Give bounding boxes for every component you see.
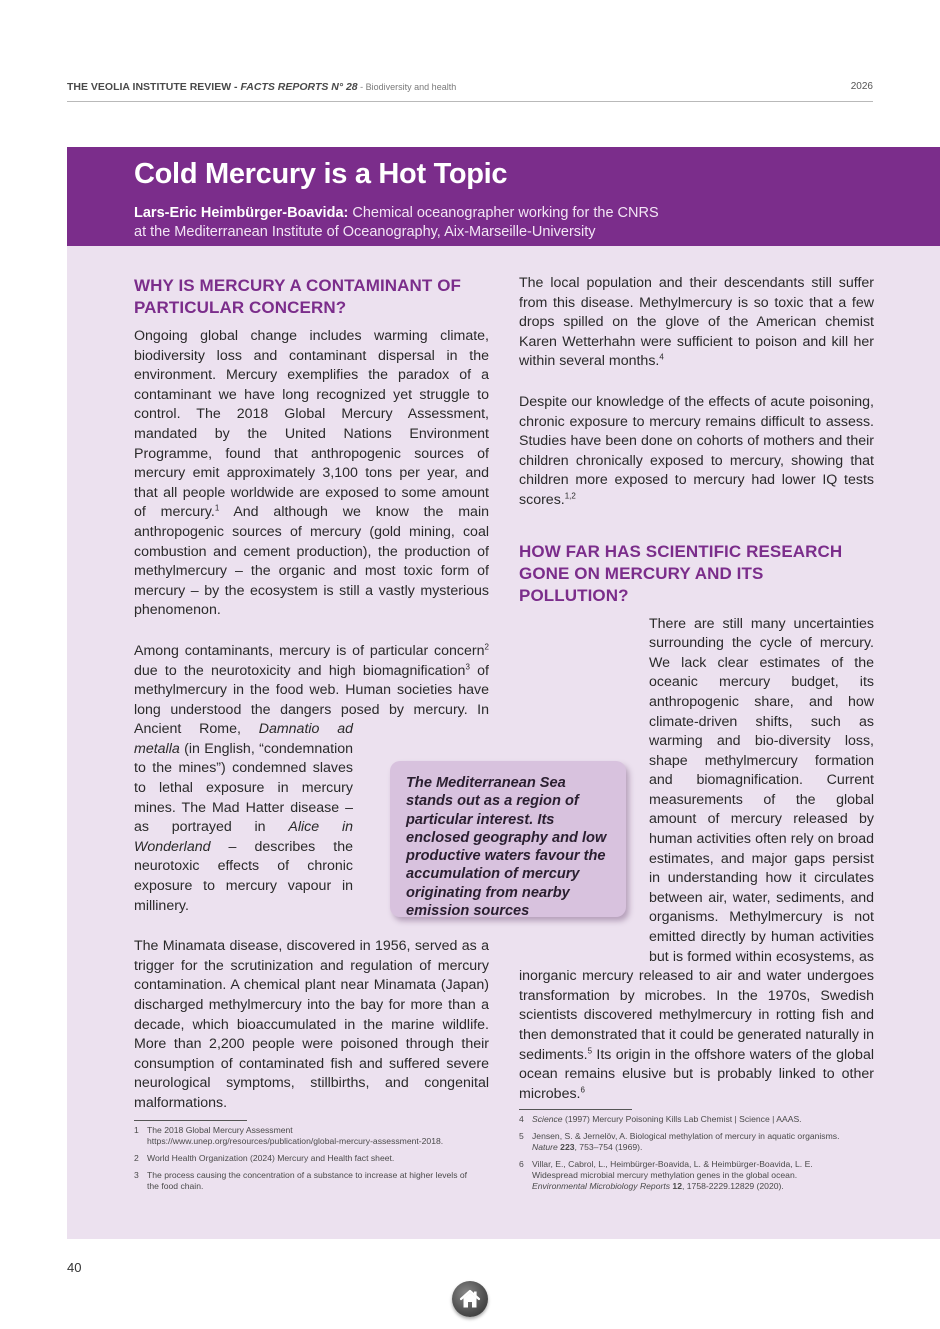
author-byline [134, 204, 734, 242]
pullquote-box [390, 761, 626, 920]
footnote-ref-2: 2 [484, 642, 489, 652]
footnote-ref-6: 6 [580, 1085, 585, 1095]
footnote-text: World Health Organization (2024) Mercury and Health fact sheet. [147, 1153, 395, 1163]
footnote-ref-5: 5 [587, 1045, 593, 1055]
footnote-number: 4 [519, 1114, 524, 1124]
footnote-text: The 2018 Global Mercury Assessment https://www.unep.org/resources/publication/global-mercury-assessment-2018. [147, 1125, 444, 1146]
running-head-year: 2026 [850, 81, 873, 92]
left-column [134, 275, 489, 1135]
section-heading-1: WHY IS MERCURY A CONTAMINANT OF PARTICULAR CONCERN? [134, 276, 462, 317]
author-affiliation-1: Chemical oceanographer working for the CNRS [348, 205, 659, 221]
pullquote-text: The Mediterranean Sea stands out as a region of particular interest. Its enclosed geography and low productive waters favour the accumulation of mercury originating from nearby emission sources [406, 775, 607, 920]
paragraph-6-text-b: Its origin in the offshore waters of the global ocean remains elusive but is probably linked to other microbes. [519, 1046, 874, 1102]
title-banner [67, 147, 940, 246]
paragraph-2-text-e: – describes the neurotoxic effects of chronic exposure to mercury vapour in millinery. [134, 838, 353, 914]
article-title: Cold Mercury is a Hot Topic [134, 158, 508, 190]
paragraph-2-text-c: of methylmercury in the food web. Human societies have long understood the dangers posed by mercury. In Ancient Rome, [134, 662, 489, 738]
footnote-number: 6 [519, 1159, 524, 1169]
footnotes-right [519, 1114, 849, 1198]
footnote-rule-right [519, 1109, 632, 1110]
journal-volume: 12 [670, 1181, 682, 1191]
paragraph-5-text: Despite our knowledge of the effects of acute poisoning, chronic exposure to mercury remains difficult to assess. Studies have been done on cohorts of mothers and their children chronically exposed to mercury, showing that children more exposed to mercury had lower IQ tests scores. [519, 393, 874, 508]
paragraph-2-text-a: Among contaminants, mercury is of particular concern [134, 642, 485, 659]
journal-volume: 223 [557, 1142, 575, 1152]
footnote-ref-3: 3 [465, 661, 470, 671]
author-affiliation-2: at the Mediterranean Institute of Oceanography, Aix-Marseille-University [134, 224, 596, 240]
right-column [519, 274, 874, 1125]
footnote-4 [519, 1114, 849, 1125]
page-number: 40 [67, 1260, 82, 1275]
home-icon [459, 1288, 481, 1310]
journal-pages: , 753–754 (1969). [574, 1142, 643, 1152]
running-head [67, 80, 873, 102]
author-name: Lars-Eric Heimbürger-Boavida: [134, 205, 349, 221]
footnote-6 [519, 1159, 849, 1192]
review-name: THE VEOLIA INSTITUTE REVIEW - [67, 81, 241, 93]
footnote-text: The process causing the concentration of a substance to increase at higher levels of the food chain. [147, 1170, 468, 1191]
footnote-text: Jensen, S. & Jernelöv, A. Biological methylation of mercury in aquatic organisms. [532, 1131, 840, 1141]
running-head-title [67, 81, 456, 93]
footnote-1 [134, 1125, 474, 1147]
latin-phrase: Damnatio ad metalla [134, 721, 353, 757]
journal-name: Environmental Microbiology Reports [532, 1181, 671, 1191]
paragraph-6-text-a: There are still many uncertainties surrounding the cycle of mercury. We lack clear estimates of the oceanic mercury budget, its anthropogenic share, and how climate-driven shifts, such as warming and bio-diversity loss, shape methylmercury formation and biomagnification. Current measurements of the global amount of mercury released by human activities often rely on broad estimates, and major gaps persist in understanding how it circulates between air, water, sediments, and organisms. Methylmercury is not emitted directly by human activities but is formed within ecosystems, as inorganic mercury released to air and water undergoes transformation by microbes. In the 1970s, Swedish scientists discovered methylmercury in rotting fish and then demonstrated that it could be generated naturally in sediments. [519, 615, 874, 1063]
paragraph-1 [134, 327, 489, 621]
paragraph-3: The Minamata disease, discovered in 1956, served as a trigger for the scrutinization and regulation of mercury contamination. A chemical plant near Minamata (Japan) discharged methylmercury into the bay for more than a decade, which bioaccumulated in the marine wildlife. More than 2,200 people were poisoned through their consumption of contaminated fish and suffered severe neurological symptoms, stillbirths, and congenital malformations. [134, 938, 489, 1111]
paragraph-4 [519, 274, 874, 372]
journal-pages: , 1758-2229.12829 (2020). [682, 1181, 784, 1191]
footnote-number: 3 [134, 1170, 139, 1180]
footnote-2 [134, 1153, 474, 1164]
paragraph-1-text-b: And although we know the main anthropogenic sources of mercury (gold mining, coal combustion and cement production), the production of methylmercury – the organic and most toxic form of mercury – by the ecosystem is still a vastly mysterious phenomenon. [134, 504, 489, 619]
footnote-ref-4: 4 [659, 352, 664, 362]
issue-topic: - Biodiversity and health [357, 82, 457, 92]
footnote-text: (1997) Mercury Poisoning Kills Lab Chemist | Science | AAAS. [562, 1114, 802, 1124]
paragraph-2-text-b: due to the neurotoxicity and high biomagnification [134, 662, 466, 679]
footnote-ref-1-2: 1,2 [564, 491, 576, 501]
issue-number: FACTS REPORTS N° 28 [240, 81, 358, 93]
book-title: Alice in Wonderland [134, 819, 353, 855]
paragraph-2-text-d: (in English, “condemnation to the mines”) condemned slaves to lethal exposure in mercury mines. The Mad Hatter disease – as portrayed in [134, 740, 353, 836]
footnotes-left [134, 1125, 474, 1198]
paragraph-5 [519, 393, 874, 511]
home-button[interactable] [452, 1281, 488, 1317]
footnote-text: Villar, E., Cabrol, L., Heimbürger-Boavida, L. & Heimbürger-Boavida, L. E. Widespread microbial mercury methylation genes in the global ocean. [532, 1159, 813, 1180]
paragraph-4-text: The local population and their descendants still suffer from this disease. Methylmercury is so toxic that a few drops spilled on the glove of the American chemist Karen Wetterhahn were sufficient to poison and kill her within several months. [519, 275, 874, 370]
footnote-5 [519, 1131, 849, 1153]
footnote-number: 2 [134, 1153, 139, 1163]
journal-name: Nature [532, 1142, 558, 1152]
section-heading-2: HOW FAR HAS SCIENTIFIC RESEARCH GONE ON MERCURY AND ITS POLLUTION? [519, 541, 843, 605]
footnote-number: 1 [134, 1125, 139, 1135]
paragraph-1-text-a: Ongoing global change includes warming climate, biodiversity loss and contaminant dispersal in the environment. Mercury exemplifies the paradox of a contaminant we have long recognized yet struggle to control. The 2018 Global Mercury Assessment, mandated by the United Nations Environment Programme, found that anthropogenic sources of mercury emit approximately 3,100 tons per year, and that all people worldwide are exposed to some amount of mercury. [134, 328, 489, 521]
journal-name: Science [532, 1114, 563, 1124]
footnote-number: 5 [519, 1131, 524, 1141]
footnote-ref-1: 1 [214, 503, 220, 513]
footnote-rule-left [134, 1120, 247, 1121]
footnote-3 [134, 1170, 474, 1192]
